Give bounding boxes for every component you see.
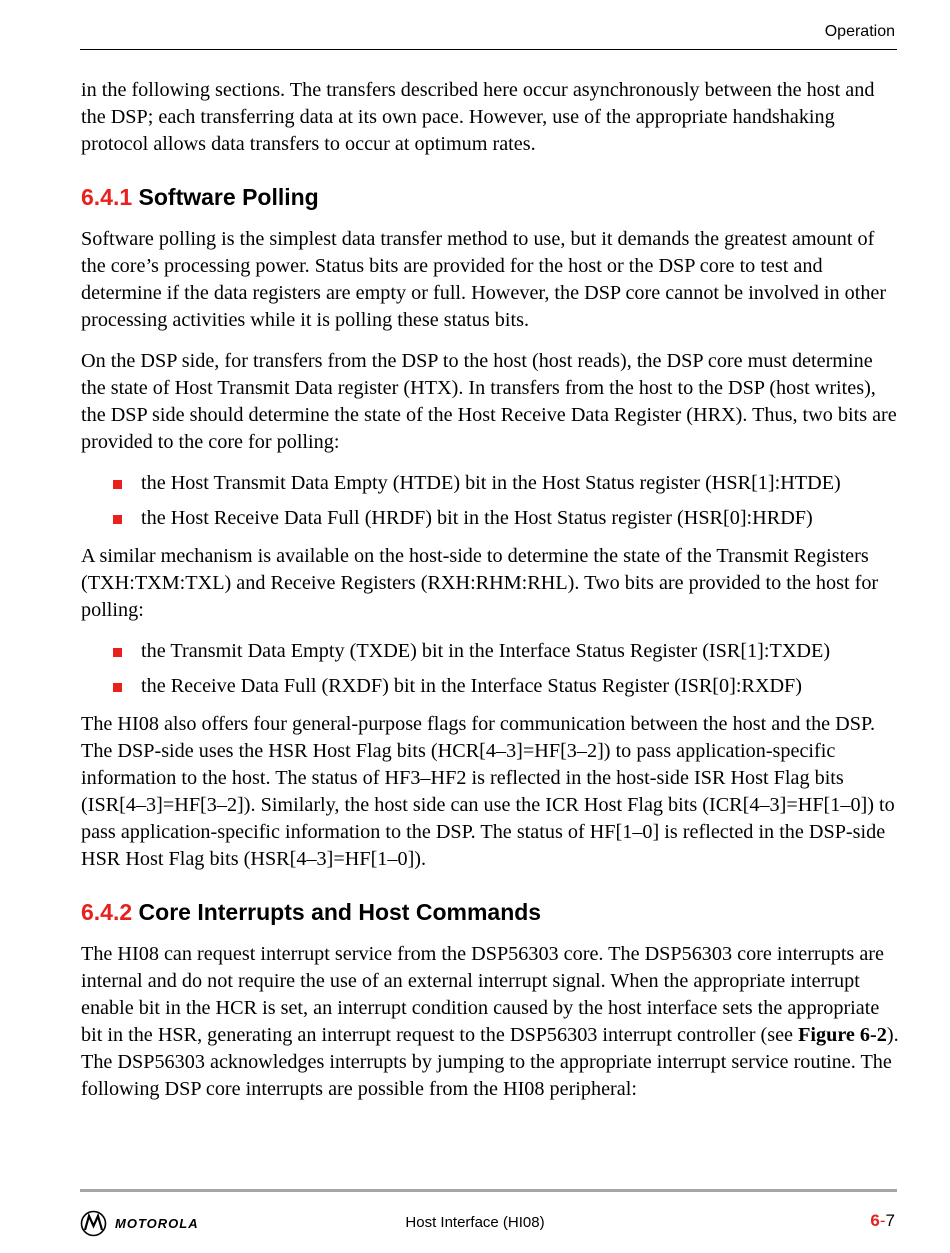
polling-paragraph-3: A similar mechanism is available on the host-side to determine the state of the Transmit Registers (TXH:TXM:TXL) and Receive Registers (RXH:RHM:RHL). Two bits are provided to the host for polling: xyxy=(81,545,879,621)
page-number: 6-7 xyxy=(870,1211,895,1230)
footer-title: Host Interface (HI08) xyxy=(405,1214,545,1231)
section-title: Core Interrupts and Host Commands xyxy=(138,899,542,925)
brand-wordmark: MOTOROLA xyxy=(115,1216,199,1231)
list-item: the Host Receive Data Full (HRDF) bit in the Host Status register (HSR[0]:HRDF) xyxy=(81,505,901,532)
footer-rule xyxy=(80,1189,897,1192)
intro-paragraph: in the following sections. The transfers described here occur asynchronously between the host and the DSP; each transferring data at its own pace. However, use of the appropriate handshaking protocol allows data transfers to occur at optimum rates. xyxy=(81,79,875,155)
section-number: 6.4.2 xyxy=(81,899,133,925)
square-bullet-icon xyxy=(113,515,122,524)
section-title: Software Polling xyxy=(138,184,319,210)
dsp-polling-bits-list xyxy=(81,470,901,532)
figure-reference-link[interactable]: Figure 6-2 xyxy=(798,1024,887,1046)
list-item: the Host Transmit Data Empty (HTDE) bit in the Host Status register (HSR[1]:HTDE) xyxy=(81,470,901,497)
running-header: Operation xyxy=(824,23,895,40)
list-item: the Receive Data Full (RXDF) bit in the Interface Status Register (ISR[0]:RXDF) xyxy=(81,673,901,700)
polling-paragraph-4: The HI08 also offers four general-purpose flags for communication between the host and the DSP. The DSP-side uses the HSR Host Flag bits (HCR[4–3]=HF[3–2]) to pass application-specific information to the host. The status of HF3–HF2 is reflected in the host-side ISR Host Flag bits (ISR[4–3]=HF[3–2]). Similarly, the host side can use the ICR Host Flag bits (ICR[4–3]=HF[1–0]) to pass application-specific information to the DSP. The status of HF[1–0] is reflected in the DSP-side HSR Host Flag bits (HSR[4–3]=HF[1–0]). xyxy=(81,713,895,870)
polling-paragraph-2: On the DSP side, for transfers from the DSP to the host (host reads), the DSP core must determine the state of Host Transmit Data register (HTX). In transfers from the host to the DSP (host writes), the DSP side should determine the state of the Host Receive Data Register (HRX). Thus, two bits are provided to the core for polling: xyxy=(81,350,897,453)
square-bullet-icon xyxy=(113,648,122,657)
section-number: 6.4.1 xyxy=(81,184,133,210)
page-body xyxy=(81,77,901,1117)
interrupts-paragraph: The HI08 can request interrupt service from the DSP56303 core. The DSP56303 core interrupts are internal and do not require the use of an external interrupt signal. When the appropriate interrupt enable bit in the HCR is set, an interrupt condition caused by the host interface sets the appropriate bit in the HSR, generating an interrupt request to the DSP56303 interrupt controller (see Figure 6-2). The DSP56303 acknowledges interrupts by jumping to the appropriate interrupt service routine. The following DSP core interrupts are possible from the HI08 peripheral: xyxy=(81,943,899,1100)
header-rule xyxy=(80,49,897,50)
polling-paragraph-1: Software polling is the simplest data transfer method to use, but it demands the greatest amount of the core’s processing power. Status bits are provided for the host or the DSP core to test and determine if the data registers are empty or full. However, the DSP core cannot be involved in other processing activities while it is polling these status bits. xyxy=(81,228,887,331)
host-polling-bits-list xyxy=(81,638,901,700)
square-bullet-icon xyxy=(113,683,122,692)
section-heading-6-4-1 xyxy=(81,183,901,211)
list-item: the Transmit Data Empty (TXDE) bit in the Interface Status Register (ISR[1]:TXDE) xyxy=(81,638,901,665)
section-heading-6-4-2 xyxy=(81,898,901,926)
square-bullet-icon xyxy=(113,480,122,489)
